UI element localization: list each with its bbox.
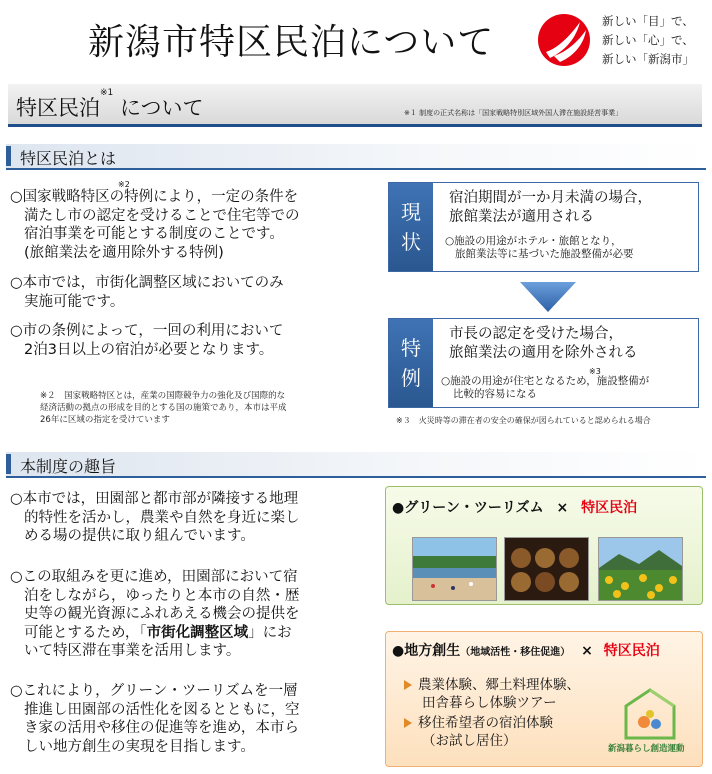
subheader-note: ※１ 制度の正式名称は「国家戦略特別区域外国人滞在施設経営事業」: [404, 109, 623, 117]
para-definition: [10, 188, 300, 262]
text-line: 旅館業法が適用される: [449, 209, 594, 225]
arrow-bullet-icon: [404, 680, 412, 690]
text-line: ○施設の用途が住宅となるため，施設整備が: [441, 375, 650, 387]
text-line: 移住希望者の宿泊体験: [418, 715, 553, 731]
tag-text: 特区民泊: [581, 500, 638, 516]
tag-text: 特区民泊: [603, 643, 660, 659]
text-line: 農業体験、郷土料理体験、: [418, 677, 580, 693]
heading-text: ●グリーン・ツーリズム: [392, 500, 544, 516]
text-line: ○本市では，田園部と都市部が隣接する地理: [10, 491, 299, 507]
sunflower-field-photo: [598, 537, 683, 601]
section-header-purpose: [6, 452, 706, 478]
house-logo-icon: [622, 686, 678, 742]
label-char: 特: [401, 336, 421, 360]
text-line: ○市の条例によって，一回の利用において: [10, 323, 284, 339]
para-area: [10, 274, 284, 311]
footnote-line: 経済活動の拠点の形成を目的とする国の施策であり，本市は平成: [40, 403, 287, 413]
wine-cellar-photo: [504, 537, 589, 601]
text-line: 旅館業法の適用を除外される: [449, 345, 638, 361]
panel-current: [388, 182, 699, 272]
box-heading: [392, 640, 660, 660]
page-title: 新潟市特区民泊について: [88, 22, 495, 63]
panel-label-current: [389, 183, 433, 271]
footnote-2: [40, 390, 287, 426]
tagline-line: 新しい「目」で、: [602, 14, 694, 28]
text-line: 旅館業法等に基づいた施設整備が必要: [455, 248, 634, 260]
box-green-tourism: [385, 486, 703, 605]
list-item: [404, 676, 580, 694]
panel-sub-text: [441, 375, 649, 401]
para-purpose-3: [10, 682, 300, 756]
arrow-down-icon: [520, 282, 576, 312]
text-line: （お試し居住）: [422, 733, 517, 749]
text-line: ○これにより，グリーン・ツーリズムを一層: [10, 683, 298, 699]
footnote-mark: ※3: [589, 367, 601, 376]
section-title: 特区民泊とは: [20, 149, 117, 168]
subheader-title: [16, 88, 204, 122]
text-line: 泊をしながら，ゆったりと本市の自然・歴: [24, 587, 300, 604]
text-line: 宿泊事業を可能とする制度のことです。: [24, 226, 284, 242]
panel-special: [388, 318, 699, 408]
footnote-3: ※３ 火災時等の滞在者の安全の確保が図られていると認められる場合: [396, 416, 651, 425]
text-line: 実施可能です。: [24, 293, 125, 310]
list-item: [404, 714, 580, 732]
niigata-city-logo: [536, 12, 592, 68]
panel-label-special: [389, 319, 433, 407]
emphasis-text: 市街化調整区域: [146, 624, 249, 641]
text-line: ○国家戦略特区: [10, 189, 110, 205]
logo-caption: 新潟暮らし創造運動: [608, 744, 685, 754]
arrow-bullet-icon: [404, 718, 412, 728]
section-marker: [6, 146, 11, 166]
panel-sub-text: [445, 235, 634, 261]
times-sign: ×: [581, 643, 593, 659]
text-line: (旅館業法を適用除外する特例): [24, 244, 224, 261]
footnote-mark: ※1: [100, 88, 114, 98]
para-purpose-2: [10, 568, 300, 661]
text-line: 2泊3日以上の宿泊が必要となります。: [24, 341, 274, 358]
text-line: 」にお: [248, 624, 292, 641]
text-line: 田舎暮らし体験ツアー: [422, 695, 557, 711]
panel-main-text: [449, 189, 652, 227]
panel-main-text: [449, 325, 638, 363]
times-sign: ×: [556, 500, 569, 516]
text-line: ○この取組みを更に進め，田園部において宿: [10, 569, 298, 585]
activity-list: [404, 676, 580, 750]
box-heading: [392, 497, 637, 517]
footnote-mark: ※2: [118, 180, 130, 189]
text-line: しい地方創生の実現を目指します。: [24, 738, 255, 755]
city-tagline: [602, 12, 694, 69]
text-line: いて特区滞在事業を活用します。: [24, 643, 241, 659]
footnote-line: ※２ 国家戦略特区とは，産業の国際競争力の強化及び国際的な: [40, 391, 286, 401]
para-stay-length: [10, 322, 283, 359]
section-header-about: [6, 144, 706, 170]
para-purpose-1: [10, 490, 300, 546]
box-regional-revitalization: [385, 631, 703, 767]
label-char: 例: [401, 366, 421, 390]
label-char: 状: [401, 230, 421, 254]
text-line: の特例により，一定の条件を: [109, 189, 299, 205]
text-line: ○施設の用途がホテル・旅館となり，: [445, 235, 622, 247]
heading-subtext: （地域活性・移住促進）: [460, 647, 571, 658]
beach-photo: [412, 537, 497, 601]
section-title: 本制度の趣旨: [20, 457, 117, 476]
text-line: 市長の認定を受けた場合，: [449, 326, 623, 342]
heading-text: ●地方創生: [392, 643, 461, 659]
tagline-line: 新しい「新潟市」: [602, 52, 694, 66]
subheader-title-main: 特区民泊: [16, 96, 100, 120]
text-line: 満たし市の認定を受けることで住宅等での: [24, 207, 300, 224]
text-line: 宿泊期間が一か月未満の場合，: [449, 190, 652, 206]
section-marker: [6, 454, 11, 474]
text-line: き家の活用や移住の促進等を進め，本市ら: [24, 720, 299, 736]
text-line: 推進し田園部の活性化を図るとともに，空: [24, 701, 300, 718]
tagline-line: 新しい「心」で、: [602, 33, 694, 47]
text-line: める場の提供に取り組んでいます。: [24, 528, 255, 544]
text-line: 比較的容易になる: [453, 388, 537, 400]
text-line: ○本市では，市街化調整区域においてのみ: [10, 275, 284, 291]
subheader-title-suffix: について: [119, 96, 204, 120]
footnote-line: 26年に区域の指定を受けています: [40, 415, 170, 425]
label-char: 現: [401, 200, 421, 224]
text-line: 可能とするため，「: [24, 624, 147, 641]
text-line: 的特性を活かし，農業や自然を身近に楽し: [24, 509, 300, 526]
text-line: 史等の観光資源にふれあえる機会の提供を: [24, 606, 300, 622]
